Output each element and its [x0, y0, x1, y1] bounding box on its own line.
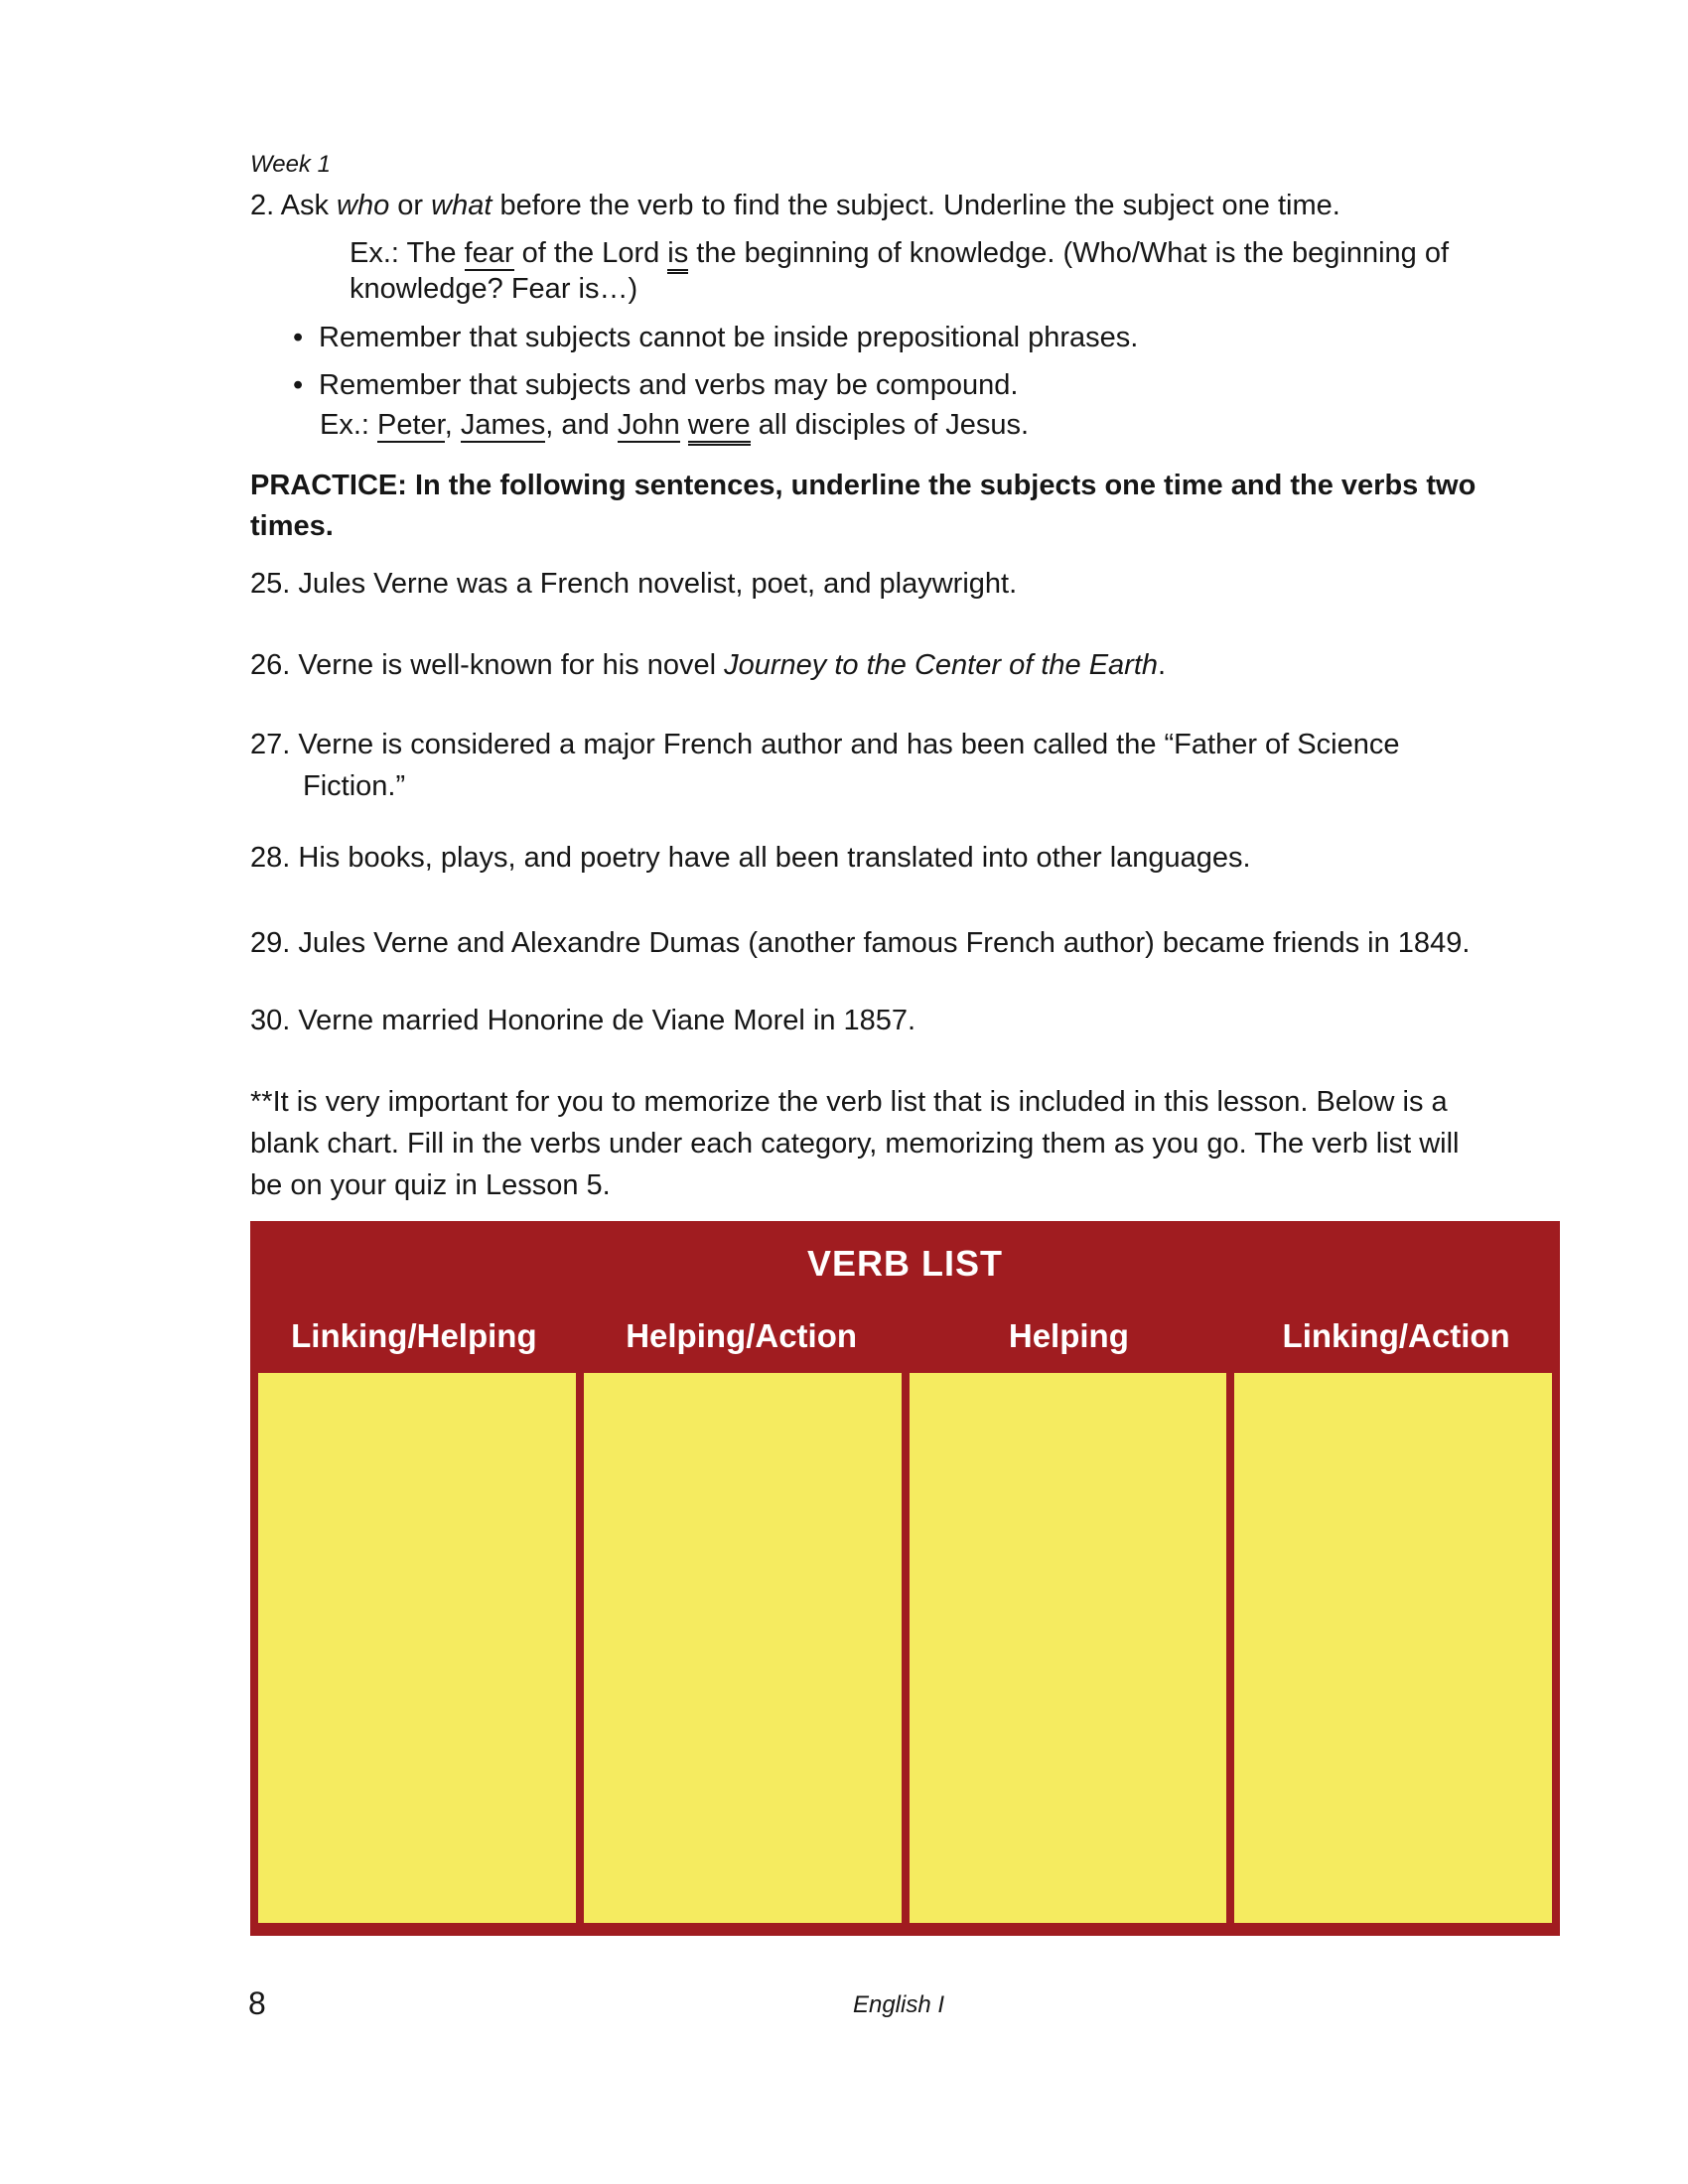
column-header-linking-helping: Linking/Helping: [291, 1317, 537, 1354]
sentence-28: 28. His books, plays, and poetry have all been translated into other languages.: [250, 842, 1251, 874]
example1-double-underlined-verb: is: [667, 237, 688, 274]
example1-pre: Ex.: The: [350, 237, 465, 269]
sentence-26: [250, 647, 1166, 683]
example1-post: the beginning of knowledge. (Who/What is the beginning of: [688, 237, 1450, 269]
example2-subject-peter: Peter: [377, 409, 445, 441]
memorize-note-line3: be on your quiz in Lesson 5.: [250, 1169, 611, 1201]
example2-sep1: ,: [444, 409, 461, 441]
example2-post: all disciples of Jesus.: [750, 409, 1030, 441]
example2-pre: Ex.:: [320, 409, 378, 441]
example2-subject-james: James: [460, 409, 546, 441]
bullet-2-text: Remember that subjects and verbs may be compound.: [319, 369, 1019, 401]
rule-2-line: [250, 188, 1340, 223]
blank-cell-linking-action: [1234, 1373, 1552, 1923]
sentence-25: 25. Jules Verne was a French novelist, poet, and playwright.: [250, 568, 1018, 600]
column-header-linking-action: Linking/Action: [1282, 1317, 1510, 1354]
example1-underlined-subject: fear: [464, 237, 514, 269]
sentence-26-post: .: [1158, 649, 1167, 681]
sentence-27-line1: 27. Verne is considered a major French author and has been called the “Father of Science: [250, 729, 1400, 760]
sentence-26-pre: 26. Verne is well-known for his novel: [250, 649, 725, 681]
bullet-item-1: [293, 320, 1138, 355]
bullet-icon: •: [293, 322, 304, 353]
sentence-30: 30. Verne married Honorine de Viane Morel in 1857.: [250, 1005, 916, 1036]
rule-2-italic-who: who: [337, 190, 390, 221]
rule-2-post: before the verb to find the subject. Underline the subject one time.: [492, 190, 1340, 221]
example2-verb-were: were: [688, 409, 751, 446]
rule-2-italic-what: what: [431, 190, 492, 221]
course-footer-label: English I: [852, 1991, 945, 2018]
rule-2-mid: or: [389, 190, 432, 221]
practice-instruction-line2: times.: [250, 510, 334, 542]
sentence-29: 29. Jules Verne and Alexandre Dumas (another famous French author) became friends in 1849.: [250, 927, 1471, 959]
example1-mid: of the Lord: [513, 237, 668, 269]
column-header-helping-action: Helping/Action: [626, 1317, 858, 1354]
bullet-icon: •: [293, 369, 304, 401]
verb-list-table: [250, 1221, 1560, 1936]
example2-subject-john: John: [617, 409, 680, 441]
memorize-note-line2: blank chart. Fill in the verbs under each category, memorizing them as you go. The verb list will: [250, 1128, 1460, 1160]
verb-table-title: VERB LIST: [806, 1243, 1003, 1284]
example1-line2: knowledge? Fear is…): [350, 273, 638, 305]
sentence-27-line2: Fiction.”: [303, 770, 406, 802]
example2-line: [320, 407, 1029, 443]
practice-instruction-line1: PRACTICE: In the following sentences, underline the subjects one time and the verbs two: [250, 470, 1477, 501]
verb-table-header-row: [250, 1317, 1560, 1355]
example2-sep3: [680, 409, 688, 441]
bullet-item-2: [293, 367, 1018, 403]
blank-cell-helping: [910, 1373, 1227, 1923]
blank-cell-linking-helping: [258, 1373, 576, 1923]
verb-table-body: [258, 1373, 1552, 1923]
example2-sep2: , and: [545, 409, 618, 441]
example1-line1: [350, 235, 1449, 271]
column-header-helping: Helping: [1008, 1317, 1129, 1354]
rule-2-pre: 2. Ask: [250, 190, 338, 221]
sentence-26-book-title: Journey to the Center of the Earth: [724, 649, 1159, 681]
blank-cell-helping-action: [584, 1373, 902, 1923]
bullet-1-text: Remember that subjects cannot be inside prepositional phrases.: [319, 322, 1139, 353]
page-number: 8: [248, 1985, 266, 2021]
memorize-note-line1: **It is very important for you to memorize the verb list that is included in this lesson. Below is a: [250, 1086, 1448, 1118]
week-header: Week 1: [250, 151, 331, 178]
